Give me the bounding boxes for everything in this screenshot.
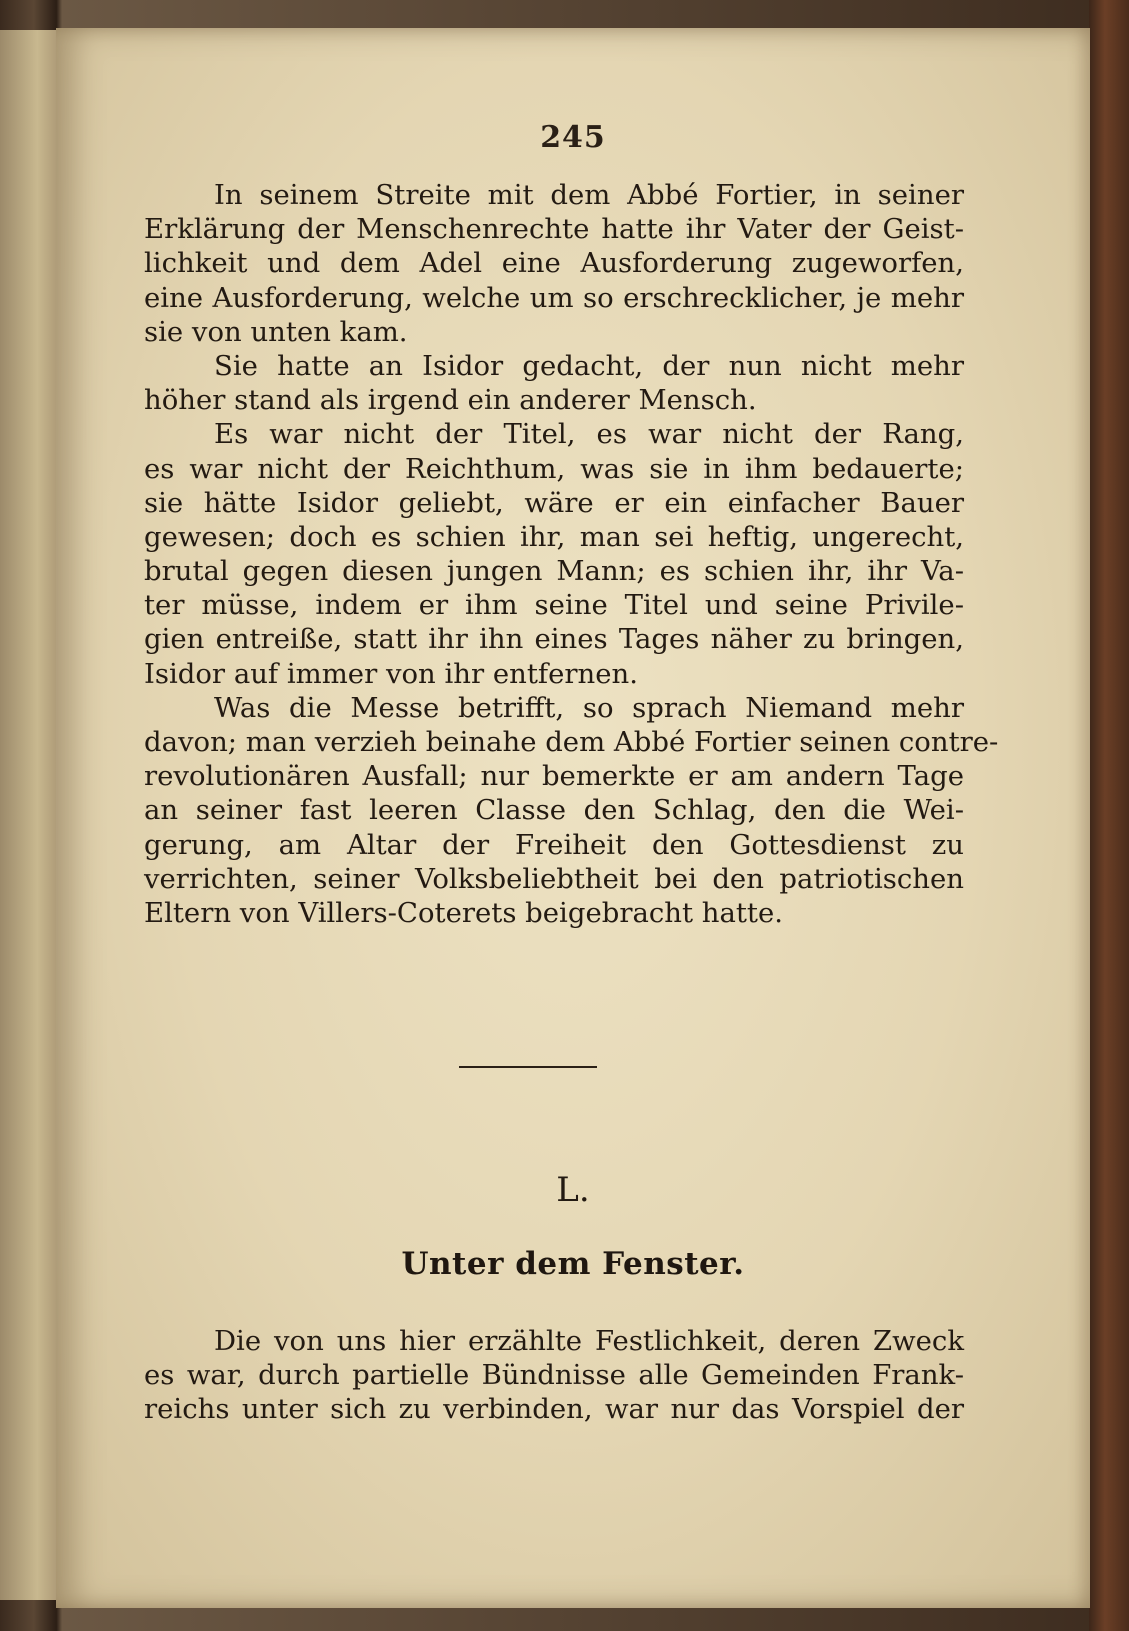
paragraph bbox=[144, 178, 964, 349]
section-divider bbox=[459, 1066, 597, 1068]
page-number: 245 bbox=[540, 120, 606, 155]
text-line: an seiner fast leeren Classe den Schlag, den die Wei- bbox=[144, 794, 964, 827]
book-page bbox=[56, 28, 1090, 1608]
text-line: Es war nicht der Titel, es war nicht der Rang, bbox=[214, 418, 964, 451]
text-line: Was die Messe betrifft, so sprach Niemand mehr bbox=[214, 691, 964, 724]
chapter-number: L. bbox=[556, 1170, 590, 1210]
text-line: sie von unten kam. bbox=[144, 315, 408, 348]
paragraph bbox=[144, 691, 999, 930]
text-line: lichkeit und dem Adel eine Ausforderung zugeworfen, bbox=[144, 247, 964, 280]
text-line: Erklärung der Menschenrechte hatte ihr Vater der Geist- bbox=[144, 213, 964, 246]
text-line: In seinem Streite mit dem Abbé Fortier, in seiner bbox=[214, 179, 964, 211]
text-line: davon; man verzieh beinahe dem Abbé Fortier seinen contre- bbox=[144, 726, 999, 758]
body-text-top bbox=[144, 178, 999, 930]
text-line: gewesen; doch es schien ihr, man sei heftig, ungerecht, bbox=[144, 520, 964, 553]
text-line: höher stand als irgend ein anderer Mensch. bbox=[144, 384, 757, 417]
text-line: gerung, am Altar der Freiheit den Gottesdienst zu bbox=[144, 828, 964, 861]
text-line: Eltern von Villers-Coterets beigebracht hatte. bbox=[144, 896, 783, 929]
text-line: Sie hatte an Isidor gedacht, der nun nicht mehr bbox=[214, 349, 964, 382]
text-line: reichs unter sich zu verbinden, war nur das Vorspiel der bbox=[144, 1393, 964, 1426]
text-line: sie hätte Isidor geliebt, wäre er ein einfacher Bauer bbox=[144, 486, 964, 519]
paragraph bbox=[144, 417, 964, 691]
text-line: Isidor auf immer von ihr entfernen. bbox=[144, 657, 638, 690]
paragraph bbox=[144, 349, 964, 417]
text-line: es war nicht der Reichthum, was sie in ihm bedauerte; bbox=[144, 452, 964, 485]
body-text-bottom bbox=[144, 1324, 964, 1427]
text-line: Die von uns hier erzählte Festlichkeit, deren Zweck bbox=[214, 1325, 964, 1357]
text-line: revolutionären Ausfall; nur bemerkte er am andern Tage bbox=[144, 760, 964, 793]
paragraph bbox=[144, 1324, 964, 1427]
text-line: es war, durch partielle Bündnisse alle Gemeinden Frank- bbox=[144, 1359, 964, 1392]
text-line: brutal gegen diesen jungen Mann; es schien ihr, ihr Va- bbox=[144, 555, 964, 588]
book-cover-edge bbox=[1089, 0, 1129, 1631]
text-line: gien entreiße, statt ihr ihn eines Tages näher zu bringen, bbox=[144, 623, 964, 656]
text-line: verrichten, seiner Volksbeliebtheit bei den patriotischen bbox=[144, 862, 964, 895]
text-line: eine Ausforderung, welche um so erschrecklicher, je mehr bbox=[144, 281, 964, 314]
chapter-title: Unter dem Fenster. bbox=[401, 1246, 745, 1282]
text-line: ter müsse, indem er ihm seine Titel und seine Privile- bbox=[144, 589, 964, 622]
previous-page-edge bbox=[0, 30, 62, 1600]
